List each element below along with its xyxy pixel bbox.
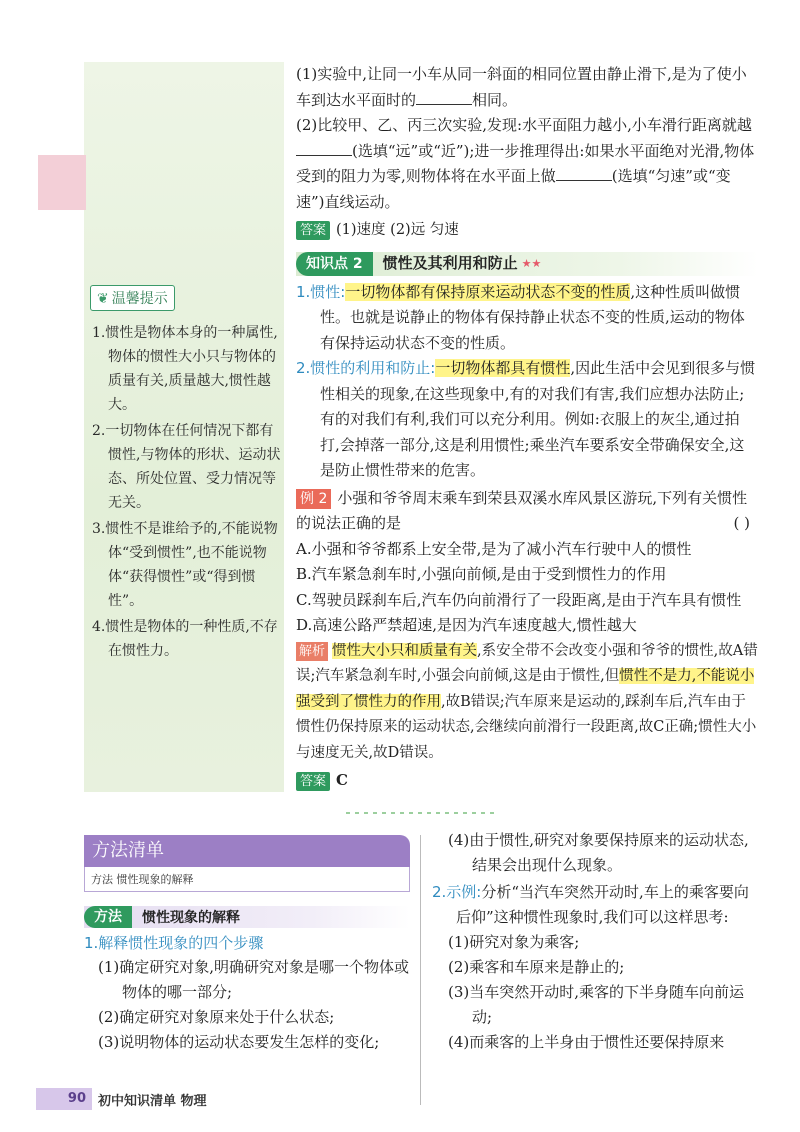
star-icon: ★★ <box>521 256 542 270</box>
tips-list <box>86 321 286 663</box>
answer-tag: 答案 <box>296 221 330 240</box>
option-c: C.驾驶员踩刹车后,汽车仍向前滑行了一段距离,是由于汽车具有惯性 <box>296 590 742 609</box>
option-b: B.汽车紧急刹车时,小强向前倾,是由于受到惯性力的作用 <box>296 565 667 583</box>
step-list <box>84 955 410 1055</box>
tip-item: 3.惯性不是谁给予的,不能说物体“受到惯性”,也不能说物体“获得惯性”或“得到惯性”。 <box>92 521 278 609</box>
example-item: (3)当车突然开动时,乘客的下半身随车向前运动; <box>448 983 745 1026</box>
method-continued <box>432 828 762 1055</box>
book-title: 初中知识清单 物理 <box>98 1093 207 1109</box>
answer-line-2: 答案 C <box>296 768 758 794</box>
method-header: 方法清单 <box>84 835 410 867</box>
step-item: (1)确定研究对象,明确研究对象是哪一个物体或物体的哪一部分; <box>98 958 410 1001</box>
question-part-2: (2)比较甲、乙、丙三次实验,发现:水平面阻力越小,小车滑行距离就越(选填“远”或“近”);进一步推理得出:如果水平面绝对光滑,物体受到的阻力为零,则物体将在水平面上做 (选填“匀速”或“变速”)直线运动。 <box>296 116 755 211</box>
example-tag: 例 2 <box>296 489 331 509</box>
step-item: (4)由于惯性,研究对象要保持原来的运动状态,结果会出现什么现象。 <box>448 831 749 874</box>
tip-item: 2.一切物体在任何情况下都有惯性,与物体的形状、运动状态、所处位置、受力情况等无关。 <box>92 423 281 511</box>
tip-item: 4.惯性是物体的一种性质,不存在惯性力。 <box>92 619 278 659</box>
step-item: (2)确定研究对象原来处于什么状态; <box>98 1008 335 1026</box>
answer-blank <box>296 142 352 156</box>
method-title-bar <box>84 906 410 928</box>
answer-tag: 答案 <box>296 772 330 791</box>
pink-side-tab <box>38 155 86 210</box>
kp-item-1: 1.惯性:一切物体都有保持原来运动状态不变的性质,这种性质叫做惯性。也就是说静止的物体有保持静止状态不变的性质,运动的物体有保持运动状态不变的性质。 <box>296 282 745 352</box>
answer-line: 答案 (1)速度 (2)远 匀速 <box>296 217 758 244</box>
example-stem: 例 2 小强和爷爷周末乘车到荣县双溪水库风景区游玩,下列有关惯性的说法正确的是 ( ) <box>296 488 750 532</box>
dotted-divider <box>346 810 506 816</box>
knowledge-point-pill: 知识点 2 <box>296 252 373 276</box>
step-title: 1.解释惯性现象的四个步骤 <box>84 934 264 952</box>
method-title: 惯性现象的解释 <box>142 910 240 926</box>
example-item: (2)乘客和车原来是静止的; <box>448 958 625 976</box>
option-a: A.小强和爷爷都系上安全带,是为了减小汽车行驶中人的惯性 <box>296 539 692 558</box>
main-column <box>296 62 758 794</box>
answer-blank <box>556 167 612 181</box>
question-part-1: (1)实验中,让同一小车从同一斜面的相同位置由静止滑下,是为了使小车到达水平面时的 相同。 <box>296 65 747 109</box>
method-subheader: 方法 惯性现象的解释 <box>84 867 410 892</box>
example-item: (1)研究对象为乘客; <box>448 933 580 951</box>
option-d: D.高速公路严禁超速,是因为汽车速度越大,惯性越大 <box>296 616 637 634</box>
step-item: (3)说明物体的运动状态要发生怎样的变化; <box>98 1033 380 1051</box>
column-divider <box>420 835 421 1105</box>
knowledge-point-header <box>296 252 758 276</box>
knowledge-point-title: 惯性及其利用和防止 <box>382 253 518 272</box>
example-paragraph: 2.示例:分析“当汽车突然开动时,车上的乘客要向后仰”这种惯性现象时,我们可以这样思考: <box>432 883 749 926</box>
answer-blank <box>416 91 472 105</box>
method-pill: 方法 <box>84 906 132 928</box>
leaf-icon: ❦ <box>97 291 109 307</box>
tips-title: ❦ 温馨提示 <box>90 285 175 311</box>
analysis-tag: 解析 <box>296 642 328 661</box>
analysis: 解析 惯性大小只和质量有关,系安全带不会改变小强和爷爷的惯性,故A错误;汽车紧急刹车时,小强会向前倾,这是由于惯性,但惯性不是力,不能说小强受到了惯性力的作用,故B错误;汽车原来是运动的,踩刹车后,汽车由于惯性仍保持原来的运动状态,会继续向前滑行一段距离,故C正确;惯性大小与速度无关,故D错误。 <box>296 642 758 761</box>
example-item: (4)而乘客的上半身由于惯性还要保持原来 <box>448 1033 725 1051</box>
tip-item: 1.惯性是物体本身的一种属性,物体的惯性大小只与物体的质量有关,质量越大,惯性越大。 <box>92 325 278 413</box>
page-number: 90 <box>36 1088 92 1110</box>
method-section <box>84 835 410 1055</box>
page-footer <box>36 1088 207 1110</box>
kp-item-2: 2.惯性的利用和防止:一切物体都具有惯性,因此生活中会见到很多与惯性相关的现象,在这些现象中,有的对我们有害,我们应想办法防止;有的对我们有利,我们可以充分利用。例如:衣服上的灰尘,通过拍打,会掉落一部分,这是利用惯性;乘坐汽车要系安全带确保安全,这是防止惯性带来的危害。 <box>296 359 756 479</box>
tips-box <box>86 285 286 665</box>
